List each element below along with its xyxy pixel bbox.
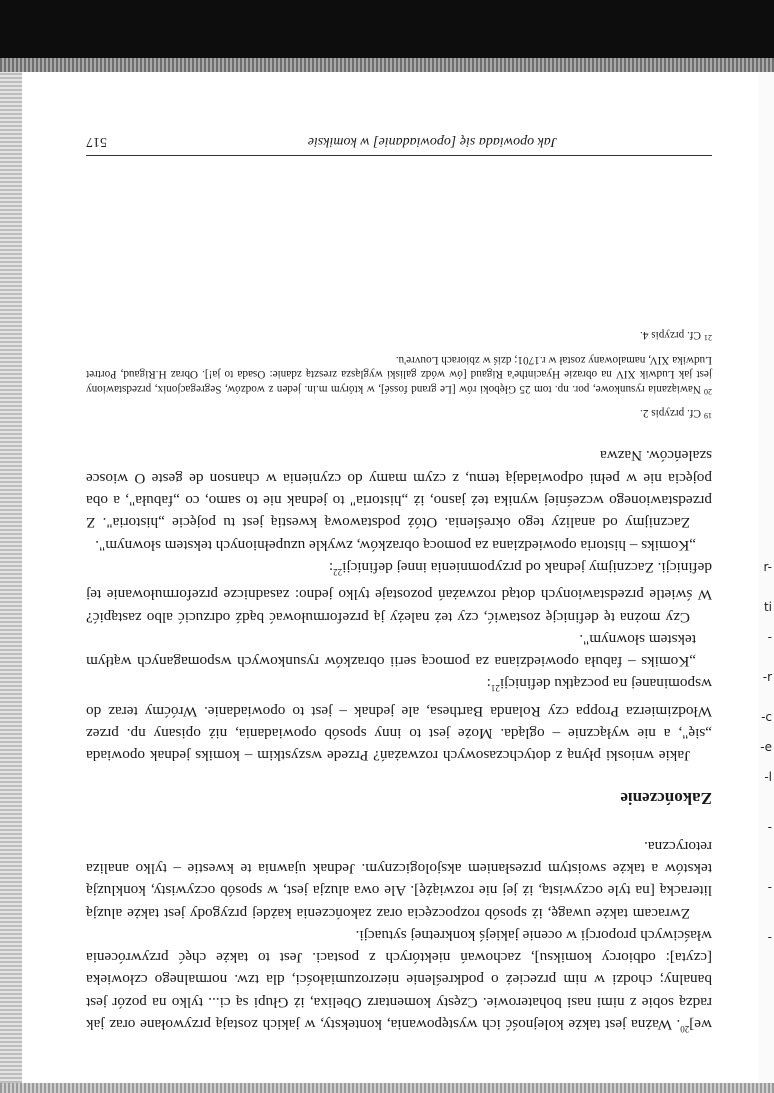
scan-left-shadow xyxy=(0,72,22,1083)
footnote: $^{20}$Nawiązania rysunkowe, por. np. tom 25 Głęboki rów [Le grand fossé], w którym m.in. jeden z wodzów, Segregacjonix, przedstawiony jest jak Ludwik XIV na obrazie Hyacinthe'a Rigaud [ów wódz galiski wygląsza zresztą zdanie: Osada to ja!]. Obraz H.Rigaud, Portret Ludwika XIV, namalowany został w r.1701; dziś w zbiorach Louvre'u. xyxy=(86,353,712,396)
footnote: $^{21}$Cf. przypis 4. xyxy=(640,329,712,343)
scan-dark-border xyxy=(0,0,774,72)
margin-mark: - xyxy=(767,880,772,894)
margin-mark: ti xyxy=(763,600,772,614)
margin-mark: - xyxy=(767,630,772,644)
margin-mark: -e xyxy=(760,740,772,754)
running-title: Jak opowiada się [opowiadanie] w komiksie xyxy=(307,134,557,149)
footnotes xyxy=(86,328,712,423)
section-heading: Zakończenie xyxy=(620,789,712,809)
book-page-rotated xyxy=(86,130,712,1040)
margin-mark: - xyxy=(767,930,772,944)
section-text-block xyxy=(86,444,712,766)
margin-mark: -c xyxy=(761,710,772,724)
definition-quote: „Komiks – fabuła opowiedziana za pomocą serii obrazków rysunkowych wspomaganych wątłym tekstem słownym". xyxy=(86,630,696,671)
paragraph: Czy można tę definicję zostawić, czy też należy ją przeformułować bądź odrzucić albo zastąpić? W świetle przedstawionych dotąd rozważań pozostaje tylko jedno: zasadnicze przeformułowanie tej definicji. Zacznijmy jednak od przypomnienia innej definicji$^{22}$: xyxy=(86,558,712,626)
footnote: $^{19}$Cf. przypis 2. xyxy=(640,407,712,421)
paragraph: Zwracam także uwagę, iż sposób rozpoczęcia oraz zakończenia każdej przygody jest także aluzją literacką [na tyle oczywistą, iż jej nie rozwiążę]. Ale owa aluzja jest, w sposób oczywisty, konkluzją tekstów a także swoistym przesłaniem aksjologicznym. Jednak ujawnia te kwestie – tylko analiza retoryczna. xyxy=(86,837,712,922)
paragraph: we]$^{20}$. Ważna jest także kolejność ich występowania, konteksty, w jakich zostają przywołane oraz jak radzą sobie z nimi nasi bohaterowie. Częsty komentarz Obelixa, iż Głupi są ci... tylko na pozór jest banalny; chodzi w nim przecież o podkreślenie niezrozumiałości, dla tzw. normalnego człowieka [czyta]: odbiorcy komiksu], zachowań niektórych z postaci. Jest to także chęć przywrócenia właściwych proporcji w ocenie jakiejś konkretnej sytuacji. xyxy=(86,926,712,1034)
margin-mark: r- xyxy=(763,560,772,574)
upper-text-block xyxy=(86,834,712,1040)
adjacent-page-fragments xyxy=(758,560,772,1020)
paragraph: Jakie wnioski płyną z dotychczasowych rozważań? Przede wszystkim – komiks jednak opowiada „się", a nie wyłącznie – ogląda. Może jest to inny sposób opowiadania, niż opisany np. przez Włodzimierza Proppa czy Rolanda Barthesa, ale jednak – jest to opowiadanie. Wróćmy teraz do wspominanej na początku definicji$^{21}$: xyxy=(86,675,712,765)
footnote-ref: 20 xyxy=(680,1024,690,1034)
page-number: 517 xyxy=(86,134,107,149)
footnote-ref: 22 xyxy=(333,566,343,577)
scan-paper-edge xyxy=(0,58,774,72)
scan-bottom-edge xyxy=(0,1083,774,1093)
margin-mark: -r xyxy=(762,670,772,684)
footnote-ref: 21 xyxy=(490,683,500,694)
definition-quote: „Komiks – historia opowiedziana za pomocą obrazków, zwykle uzupełnionych tekstem słownym". xyxy=(95,536,696,554)
paragraph: Zacznijmy od analizy tego określenia. Otóż podstawową kwestią jest tu pojęcie „historia". Z przedstawionego wcześniej wynika też jasno, iż „historia" to jednak nie to samo, co „fabuła", a oba pojęcia nie w pełni odpowiadają temu, z czym mamy do czynienia w chanson de geste O wiosce szaleńców. Nazwa xyxy=(86,447,712,532)
margin-mark: -l xyxy=(764,770,772,784)
margin-mark: - xyxy=(767,820,772,834)
running-header xyxy=(86,130,712,156)
